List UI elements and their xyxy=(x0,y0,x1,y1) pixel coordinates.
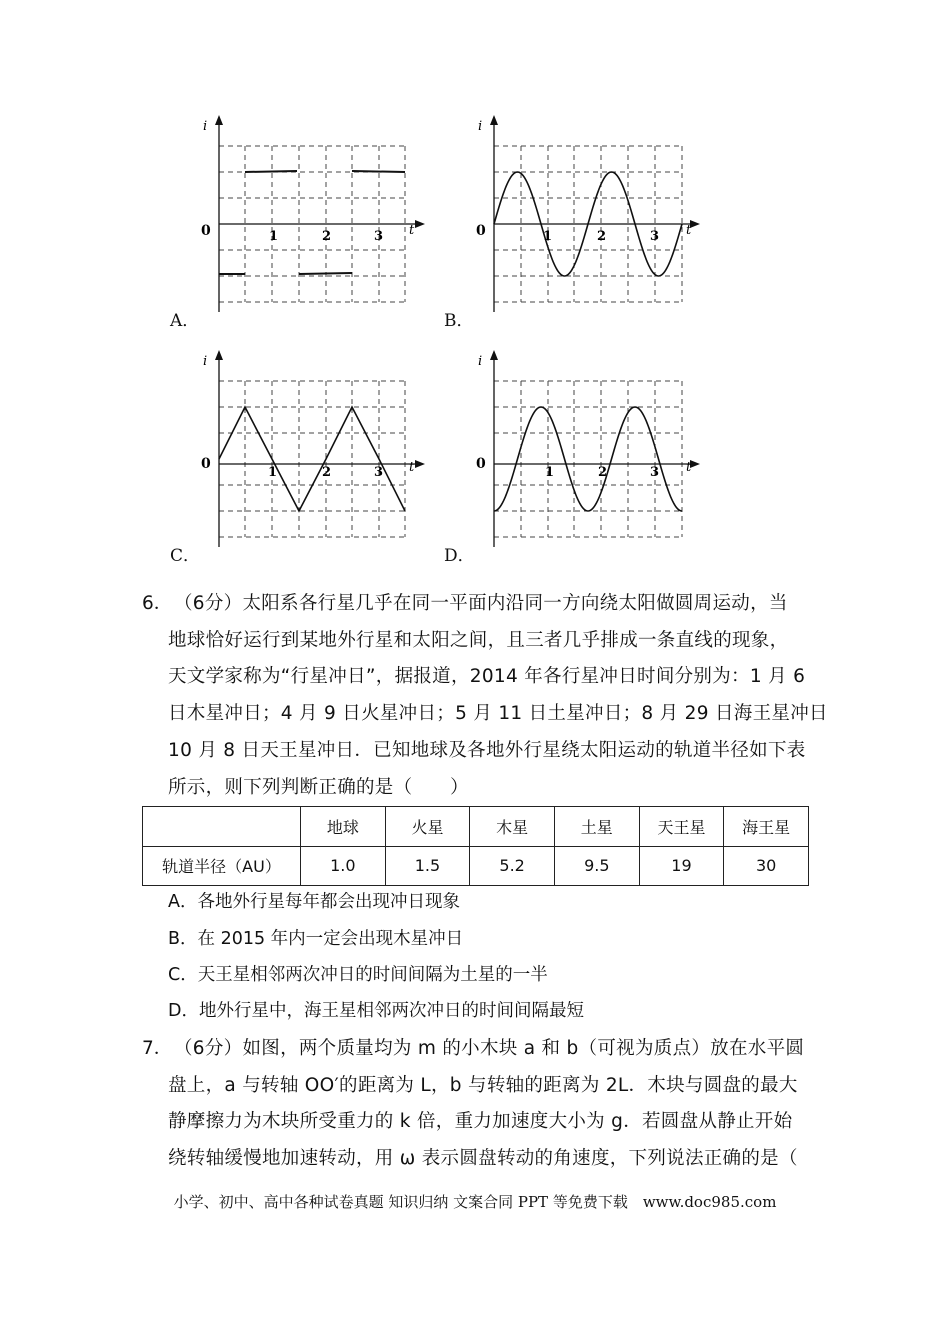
graph-b xyxy=(470,112,710,322)
q6-text-line: 天文学家称为“行星冲日”，据报道，2014 年各行星冲日时间分别为：1 月 6 xyxy=(168,666,806,687)
q6-text-line: 地球恰好运行到某地外行星和太阳之间，且三者几乎排成一条直线的现象， xyxy=(168,630,789,651)
q6-choice-a: A．各地外行星每年都会出现冲日现象 xyxy=(168,892,460,912)
table-header-cell xyxy=(143,807,301,847)
current-curve xyxy=(219,407,405,511)
axis-i-label: i xyxy=(478,119,483,134)
q7-text-line: 静摩擦力为木块所受重力的 k 倍，重力加速度大小为 g．若圆盘从静止开始 xyxy=(168,1111,793,1132)
q7-text-line: （6分）如图，两个质量均为 m 的小木块 a 和 b（可视为质点）放在水平圆 xyxy=(174,1038,805,1059)
option-label-a: A． xyxy=(170,311,200,331)
table-cell: 19 xyxy=(639,846,724,886)
axis-i-label: i xyxy=(478,354,483,369)
q6-choice-b: B．在 2015 年内一定会出现木星冲日 xyxy=(168,929,464,949)
graph-b-svg xyxy=(470,112,710,322)
origin-label: 0 xyxy=(201,456,211,472)
tick-label: 2 xyxy=(322,229,332,244)
origin-label: 0 xyxy=(201,223,211,239)
q6-text-line: 所示，则下列判断正确的是（ ） xyxy=(168,777,469,798)
page-footer: 小学、初中、高中各种试卷真题 知识归纳 文案合同 PPT 等免费下载 www.doc985.com xyxy=(173,1193,777,1211)
grid xyxy=(219,381,405,537)
table-header-cell: 天王星 xyxy=(639,807,724,847)
axis-t-label: t xyxy=(409,460,415,475)
graph-c xyxy=(195,347,435,557)
q7-number: 7． xyxy=(142,1038,173,1059)
table-cell: 1.5 xyxy=(385,846,470,886)
origin-label: 0 xyxy=(476,456,486,472)
orbit-radius-table xyxy=(142,806,809,886)
tick-label: 2 xyxy=(597,229,607,244)
q7-text-line: 绕转轴缓慢地加速转动，用 ω 表示圆盘转动的角速度，下列说法正确的是（ xyxy=(168,1148,798,1169)
option-label-c: C． xyxy=(170,546,201,566)
q6-text-line: 10 月 8 日天王星冲日．已知地球及各地外行星绕太阳运动的轨道半径如下表 xyxy=(168,740,806,761)
table-cell: 30 xyxy=(724,846,809,886)
q7-text-line: 盘上，a 与转轴 OO′的距离为 L，b 与转轴的距离为 2L．木块与圆盘的最大 xyxy=(168,1075,798,1096)
current-curve xyxy=(494,407,682,511)
tick-label: 3 xyxy=(374,229,384,244)
table-header-row xyxy=(143,807,809,847)
q6-choice-d: D．地外行星中，海王星相邻两次冲日的时间间隔最短 xyxy=(168,1001,584,1021)
q6-text-line: （6分）太阳系各行星几乎在同一平面内沿同一方向绕太阳做圆周运动，当 xyxy=(174,593,788,614)
graph-d-svg xyxy=(470,347,710,557)
origin-label: 0 xyxy=(476,223,486,239)
table-cell: 1.0 xyxy=(301,846,386,886)
axis-i-label: i xyxy=(203,119,208,134)
tick-label: 1 xyxy=(268,465,278,480)
graph-a xyxy=(195,112,435,322)
q6-choice-c: C．天王星相邻两次冲日的时间间隔为土星的一半 xyxy=(168,965,548,985)
tick-label: 2 xyxy=(598,465,608,480)
table-cell: 9.5 xyxy=(554,846,639,886)
table-cell: 5.2 xyxy=(470,846,555,886)
table-header-cell: 木星 xyxy=(470,807,555,847)
table-row-label: 轨道半径（AU） xyxy=(143,846,301,886)
graph-a-svg xyxy=(195,112,435,322)
axis-i-label: i xyxy=(203,354,208,369)
tick-label: 3 xyxy=(650,229,660,244)
tick-label: 1 xyxy=(269,229,279,244)
axis-t-label: t xyxy=(686,460,692,475)
table-header-cell: 地球 xyxy=(301,807,386,847)
table-header-cell: 海王星 xyxy=(724,807,809,847)
tick-label: 3 xyxy=(374,465,384,480)
current-curve xyxy=(219,171,405,274)
table-header-cell: 土星 xyxy=(554,807,639,847)
tick-label: 2 xyxy=(322,465,332,480)
tick-label: 1 xyxy=(543,229,553,244)
option-label-d: D． xyxy=(444,546,475,566)
table-row xyxy=(143,846,809,886)
axis-t-label: t xyxy=(409,223,415,238)
tick-label: 1 xyxy=(545,465,555,480)
axis-t-label: t xyxy=(686,223,692,238)
tick-label: 3 xyxy=(650,465,660,480)
grid xyxy=(494,381,682,537)
q6-text-line: 日木星冲日；4 月 9 日火星冲日；5 月 11 日土星冲日；8 月 29 日海王星冲日 xyxy=(168,703,828,724)
q6-number: 6． xyxy=(142,593,173,614)
graph-d xyxy=(470,347,710,557)
table-header-cell: 火星 xyxy=(385,807,470,847)
option-label-b: B． xyxy=(444,311,474,331)
graph-c-svg xyxy=(195,347,435,557)
